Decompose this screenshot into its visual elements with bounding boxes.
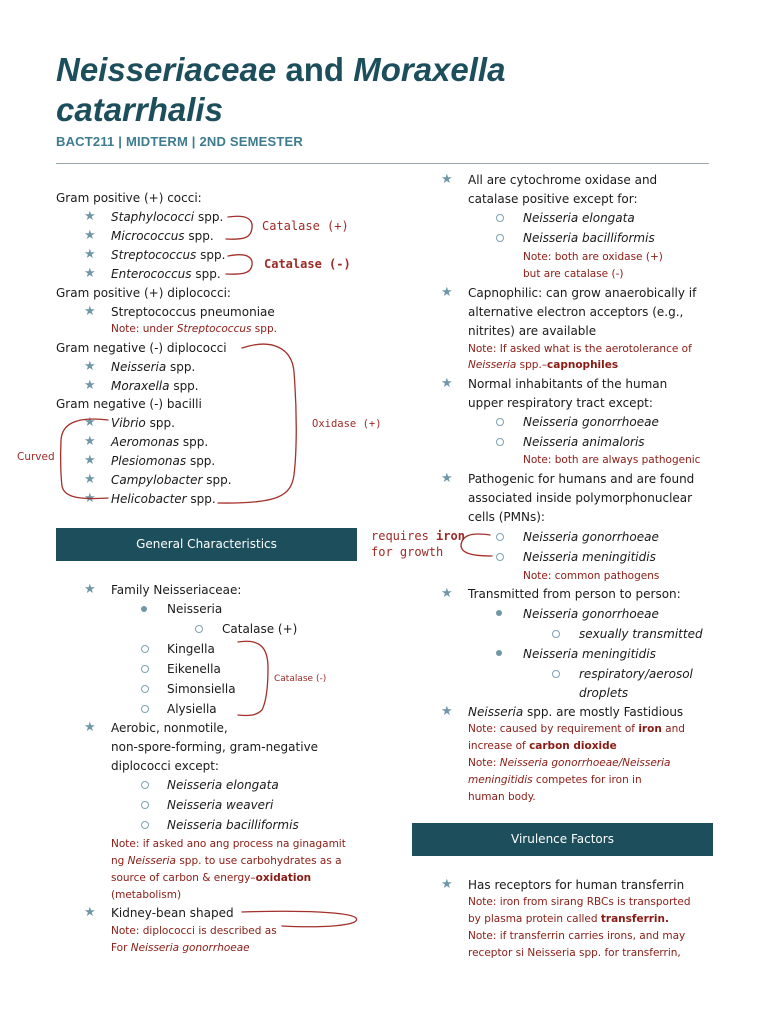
note-text: Note: both are always pathogenic: [523, 454, 701, 466]
list-item: Neisseria bacilliformis: [167, 818, 299, 832]
bracket-catalase-neg-small: [238, 641, 268, 715]
annotation-catalase-negative-small: Catalase (-): [274, 674, 327, 684]
list-item: Transmitted from person to person:: [468, 587, 681, 601]
list-item: Eikenella: [167, 662, 221, 676]
list-item: Helicobacter spp.: [111, 492, 216, 506]
annotation-catalase-positive: Catalase (+): [262, 219, 349, 233]
list-item: Enterococcus spp.: [111, 267, 221, 281]
note-text: ng Neisseria spp. to use carbohydrates as a: [111, 855, 342, 867]
bracket-requires-iron: [461, 534, 492, 556]
list-item: Moraxella spp.: [111, 379, 199, 393]
bracket-catalase-neg: [226, 255, 252, 274]
star-bullet-icon: ★: [84, 209, 96, 224]
annotation-for-growth: for growth: [371, 545, 444, 559]
star-bullet-icon: ★: [441, 376, 453, 391]
general-characteristics-header: General Characteristics: [56, 528, 357, 561]
list-item: Neisseria spp.: [111, 360, 196, 374]
list-item: Alysiella: [167, 702, 217, 716]
list-item: Neisseria gonorrhoeae: [523, 415, 659, 429]
star-bullet-icon: ★: [84, 415, 96, 430]
note-text: Note: Neisseria gonorrhoeae/Neisseria: [468, 757, 671, 769]
list-item: Capnophilic: can grow anaerobically if: [468, 286, 697, 300]
star-bullet-icon: ★: [84, 434, 96, 449]
note-text: Note: both are oxidase (+): [523, 251, 663, 263]
star-bullet-icon: ★: [84, 378, 96, 393]
note-text: but are catalase (-): [523, 268, 624, 280]
star-bullet-icon: ★: [441, 586, 453, 601]
list-item-continued: droplets: [579, 686, 629, 700]
note-text: meningitidis competes for iron in: [468, 774, 642, 786]
note-text: Note: If asked what is the aerotolerance of: [468, 343, 692, 355]
list-item: Streptococcus pneumoniae: [111, 305, 275, 319]
annotation-catalase-negative: Catalase (-): [264, 257, 351, 271]
list-item: Staphylococci spp.: [111, 210, 224, 224]
note-text: increase of carbon dioxide: [468, 740, 617, 752]
list-item: Kingella: [167, 642, 215, 656]
star-bullet-icon: ★: [84, 228, 96, 243]
note-text: by plasma protein called transferrin.: [468, 913, 669, 925]
annotation-curved: Curved: [17, 451, 55, 463]
bracket-oxidase: [218, 344, 296, 503]
list-item: Vibrio spp.: [111, 416, 175, 430]
list-item: Aeromonas spp.: [111, 435, 209, 449]
note-text: Note: iron from sirang RBCs is transported: [468, 896, 691, 908]
star-bullet-icon: ★: [441, 172, 453, 187]
note-text: human body.: [468, 791, 536, 803]
list-item: Normal inhabitants of the human: [468, 377, 668, 391]
list-item: Campylobacter spp.: [111, 473, 232, 487]
list-item: Aerobic, nonmotile,: [111, 721, 228, 735]
star-bullet-icon: ★: [441, 471, 453, 486]
list-item: Catalase (+): [222, 622, 298, 636]
list-item: Neisseria bacilliformis: [523, 231, 655, 245]
gram-negative-diplococci-heading: Gram negative (-) diplococci: [56, 341, 227, 355]
star-bullet-icon: ★: [441, 877, 453, 892]
list-item: Micrococcus spp.: [111, 229, 214, 243]
star-bullet-icon: ★: [84, 720, 96, 735]
star-bullet-icon: ★: [84, 453, 96, 468]
note-text: source of carbon & energy–oxidation: [111, 872, 312, 884]
list-item-continued: catalase positive except for:: [468, 192, 638, 206]
list-item: Plesiomonas spp.: [111, 454, 216, 468]
list-item-continued: non-spore-forming, gram-negative: [111, 740, 319, 754]
star-bullet-icon: ★: [84, 304, 96, 319]
annotation-oxidase-positive: Oxidase (+): [312, 418, 382, 430]
note-text: For Neisseria gonorrhoeae: [111, 942, 250, 954]
list-item: Family Neisseriaceae:: [111, 583, 242, 597]
list-item: Streptococcus spp.: [111, 248, 226, 262]
list-item: Neisseria spp. are mostly Fastidious: [468, 705, 684, 719]
virulence-factors-header: Virulence Factors: [412, 823, 713, 856]
star-bullet-icon: ★: [84, 359, 96, 374]
star-bullet-icon: ★: [84, 905, 96, 920]
list-item: Has receptors for human transferrin: [468, 878, 685, 892]
gram-negative-bacilli-heading: Gram negative (-) bacilli: [56, 397, 202, 411]
list-item: Neisseria meningitidis: [523, 647, 656, 661]
annotation-requires-iron: requires iron: [371, 529, 465, 543]
bracket-catalase-pos: [226, 216, 252, 239]
note-text: Neisseria spp.–capnophiles: [468, 359, 619, 371]
list-item: Neisseria weaveri: [167, 798, 274, 812]
list-item-continued: associated inside polymorphonuclear: [468, 491, 693, 505]
gram-positive-cocci-heading: Gram positive (+) cocci:: [56, 191, 202, 205]
note-text: Note: if asked ano ang process na ginagamit: [111, 838, 346, 850]
list-item: Neisseria meningitidis: [523, 550, 656, 564]
list-item: Neisseria gonorrhoeae: [523, 530, 659, 544]
list-item: respiratory/aerosol: [579, 667, 693, 681]
list-item: All are cytochrome oxidase and: [468, 173, 658, 187]
page-title: Neisseriaceae and Moraxella catarrhalis: [56, 51, 506, 128]
list-item: Kidney-bean shaped: [111, 906, 234, 920]
star-bullet-icon: ★: [84, 582, 96, 597]
arrow-kidney-bean: [242, 911, 357, 926]
star-bullet-icon: ★: [84, 247, 96, 262]
list-item: Pathogenic for humans and are found: [468, 472, 695, 486]
star-bullet-icon: ★: [84, 266, 96, 281]
star-bullet-icon: ★: [441, 704, 453, 719]
list-item-continued: alternative electron acceptors (e.g.,: [468, 305, 684, 319]
note-text: (metabolism): [111, 889, 182, 901]
list-item: Simonsiella: [167, 682, 236, 696]
star-bullet-icon: ★: [84, 491, 96, 506]
list-item: sexually transmitted: [579, 627, 703, 641]
note-text: Note: diplococci is described as: [111, 925, 277, 937]
bracket-curved: [61, 419, 108, 499]
gram-positive-diplococci-heading: Gram positive (+) diplococci:: [56, 286, 231, 300]
list-item-continued: cells (PMNs):: [468, 510, 545, 524]
list-item: Neisseria elongata: [523, 211, 635, 225]
star-bullet-icon: ★: [441, 285, 453, 300]
list-item: Neisseria elongata: [167, 778, 279, 792]
page-subtitle: BACT211 | MIDTERM | 2ND SEMESTER: [56, 134, 303, 149]
note-text: Note: under Streptococcus spp.: [111, 323, 277, 335]
list-item-continued: nitrites) are available: [468, 324, 597, 338]
list-item: Neisseria gonorrhoeae: [523, 607, 659, 621]
list-item-continued: upper respiratory tract except:: [468, 396, 653, 410]
note-text: Note: caused by requirement of iron and: [468, 723, 685, 735]
note-text: receptor si Neisseria spp. for transferrin,: [468, 947, 681, 959]
list-item-continued: diplococci except:: [111, 759, 219, 773]
note-text: Note: common pathogens: [523, 570, 660, 582]
list-item: Neisseria: [167, 602, 223, 616]
list-item: Neisseria animaloris: [523, 435, 645, 449]
note-text: Note: if transferrin carries irons, and may: [468, 930, 686, 942]
star-bullet-icon: ★: [84, 472, 96, 487]
